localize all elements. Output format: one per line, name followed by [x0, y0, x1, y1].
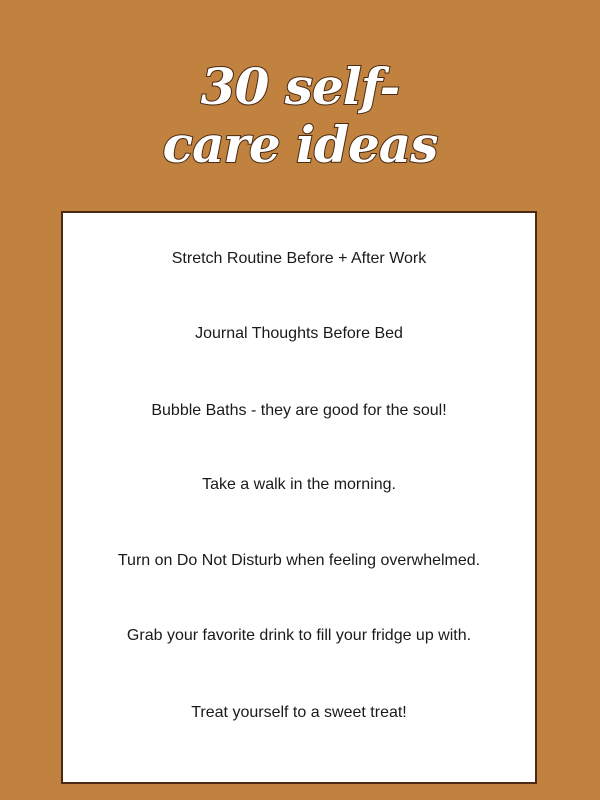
ideas-card: [61, 211, 537, 784]
title-line-1: 30 self-: [200, 57, 400, 116]
list-item: Turn on Do Not Disturb when feeling overwhelmed.: [117, 552, 481, 569]
list-item: Bubble Baths - they are good for the soul!: [151, 402, 447, 419]
title-line-2: care ideas: [162, 115, 438, 174]
page-title: [0, 58, 600, 174]
list-item: Journal Thoughts Before Bed: [195, 325, 403, 342]
list-item: Take a walk in the morning.: [202, 476, 396, 493]
list-item: Treat yourself to a sweet treat!: [191, 704, 407, 721]
list-item: Grab your favorite drink to fill your fridge up with.: [126, 627, 472, 644]
list-item: Stretch Routine Before + After Work: [171, 250, 427, 267]
